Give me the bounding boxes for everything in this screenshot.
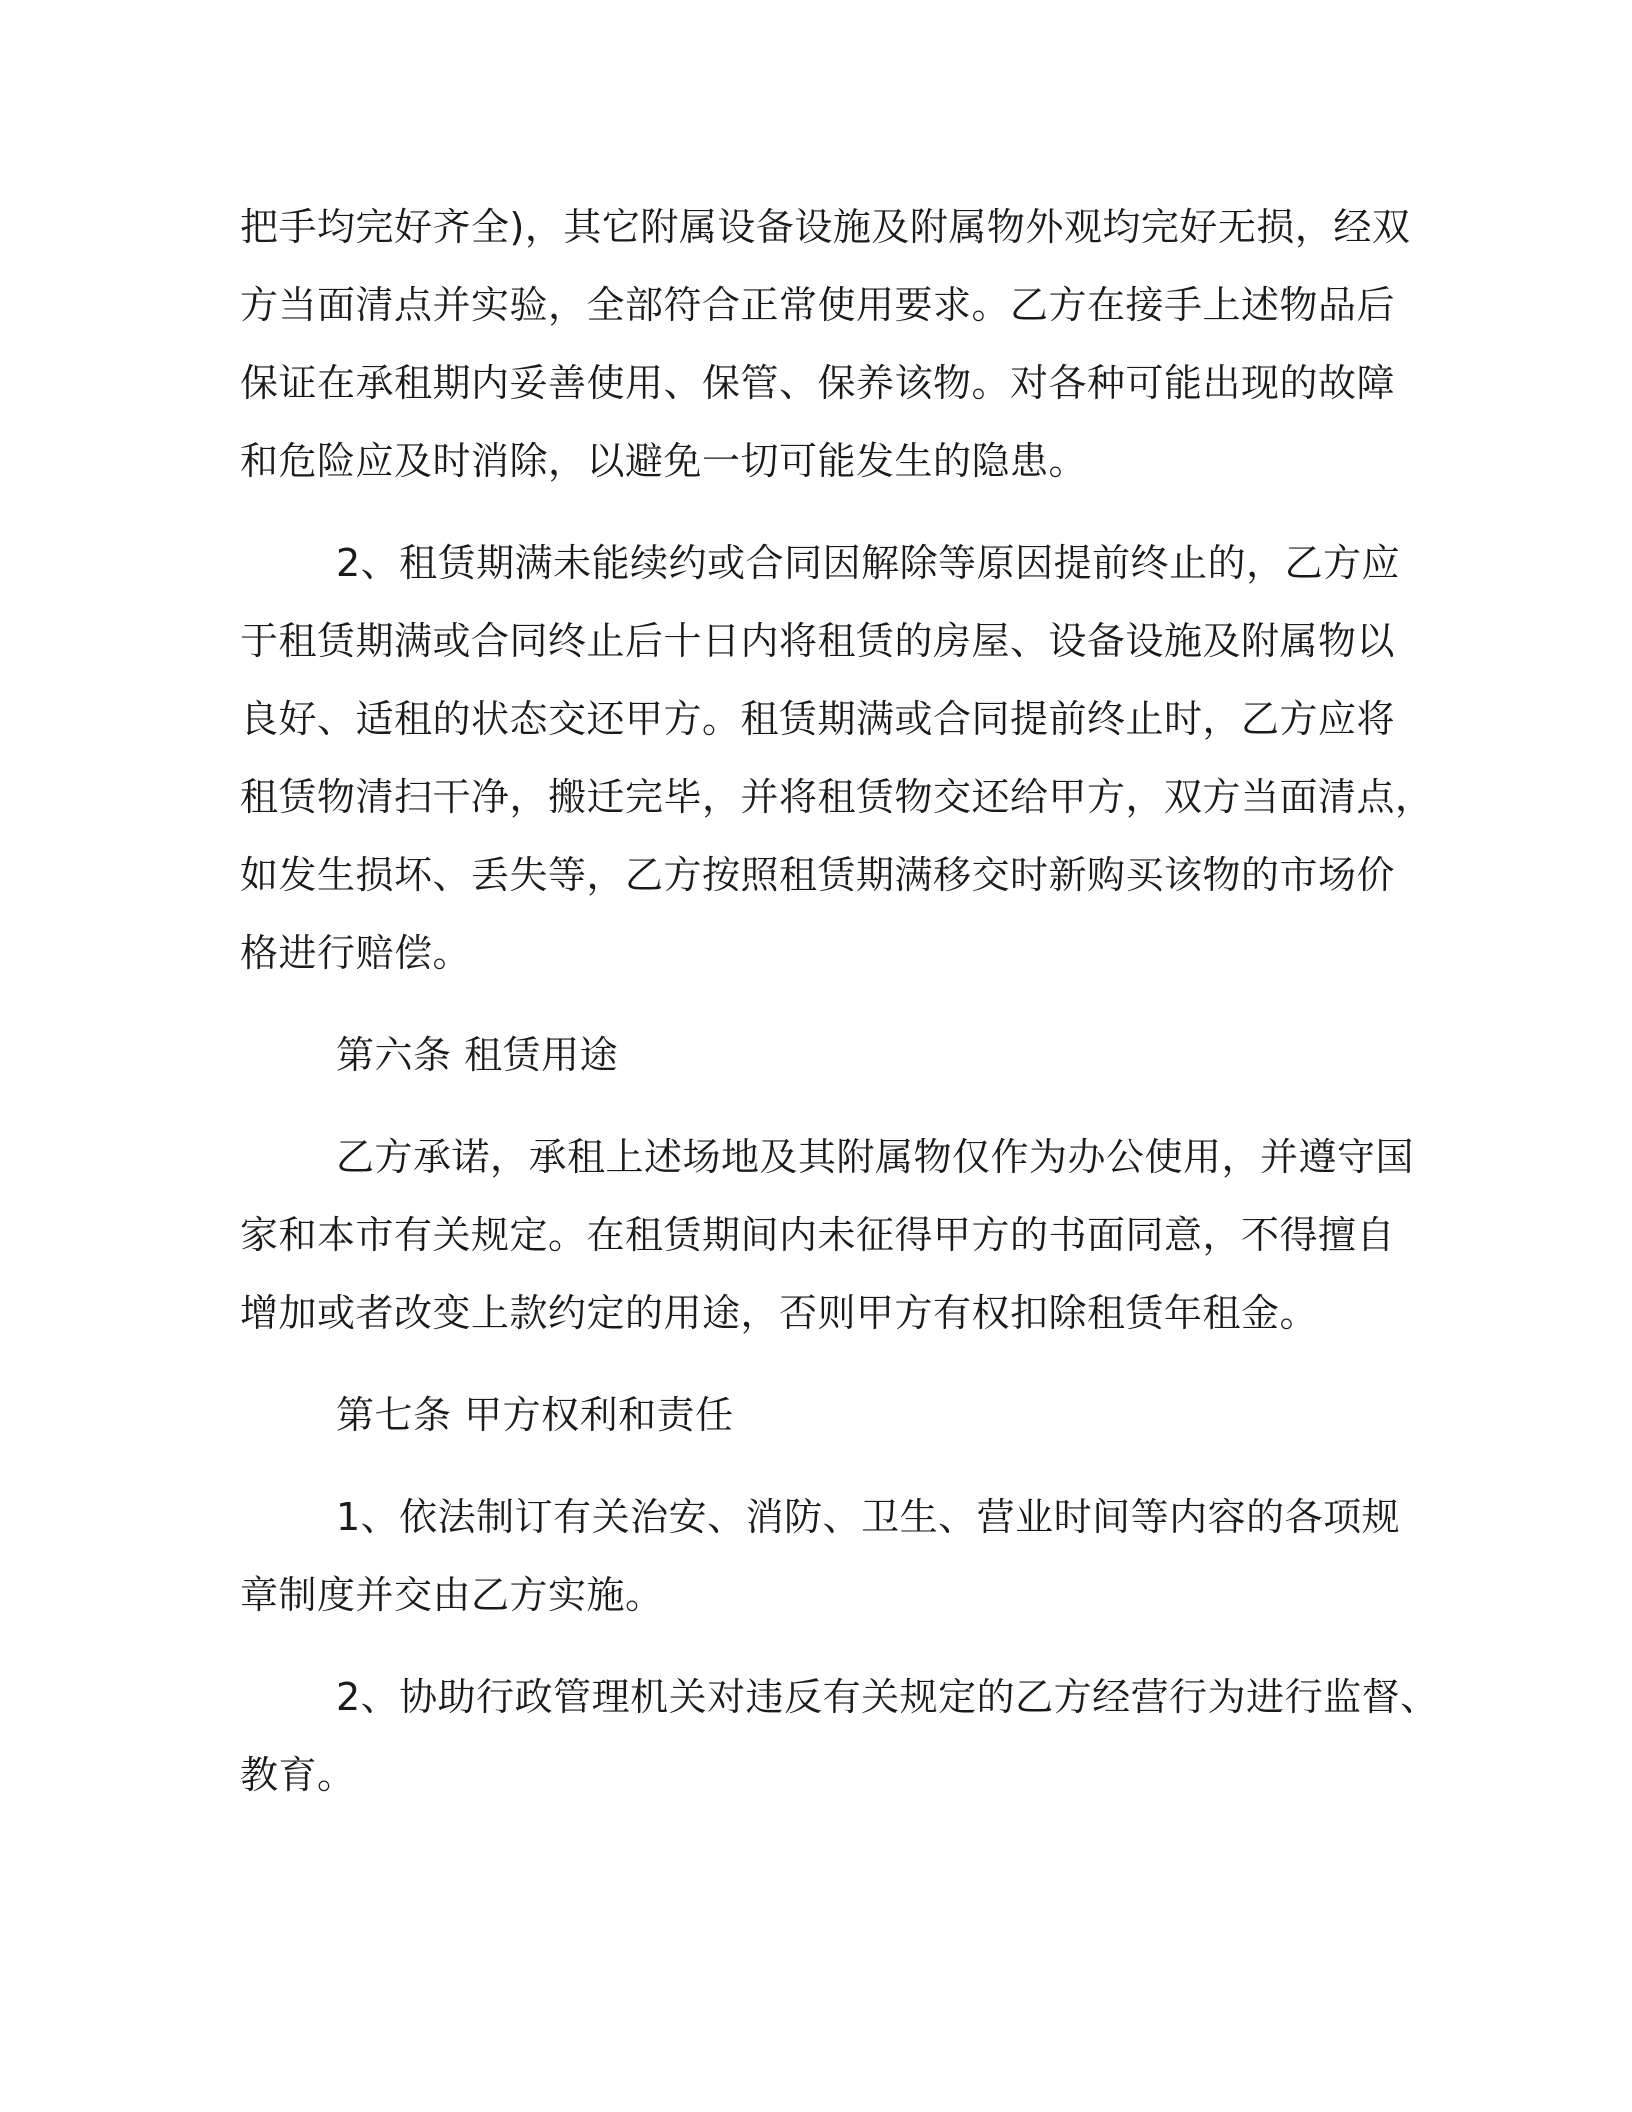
text-line: 家和本市有关规定。在租赁期间内未征得甲方的书面同意，不得擅自 — [240, 1213, 1396, 1257]
paragraph-lease-purpose — [240, 1118, 1415, 1352]
paragraph-furnishing-condition — [240, 188, 1411, 500]
section-title: 第六条 租赁用途 — [336, 1033, 619, 1077]
text-line: 教育。 — [240, 1753, 356, 1797]
paragraph-party-a-supervision — [240, 1658, 1439, 1814]
text-line: 2、租赁期满未能续约或合同因解除等原因提前终止的，乙方应 — [336, 541, 1401, 585]
text-line: 于租赁期满或合同终止后十日内将租赁的房屋、设备设施及附属物以 — [240, 619, 1396, 663]
text-line: 2、协助行政管理机关对违反有关规定的乙方经营行为进行监督、 — [336, 1675, 1439, 1719]
document-page — [240, 188, 1439, 1814]
text-line: 把手均完好齐全)，其它附属设备设施及附属物外观均完好无损，经双 — [240, 205, 1411, 249]
section-heading-article-6 — [240, 1016, 1392, 1094]
text-line: 乙方承诺，承租上述场地及其附属物仅作为办公使用，并遵守国 — [336, 1135, 1415, 1179]
text-line: 租赁物清扫干净，搬迁完毕，并将租赁物交还给甲方，双方当面清点， — [240, 775, 1434, 819]
paragraph-party-a-rule-making — [240, 1478, 1401, 1634]
text-line: 增加或者改变上款约定的用途，否则甲方有权扣除租赁年租金。 — [240, 1291, 1319, 1335]
text-line: 保证在承租期内妥善使用、保管、保养该物。对各种可能出现的故障 — [240, 361, 1396, 405]
section-heading-article-7 — [240, 1376, 1392, 1454]
text-line: 格进行赔偿。 — [240, 931, 472, 975]
paragraph-lease-termination-return — [240, 524, 1434, 992]
text-line: 良好、适租的状态交还甲方。租赁期满或合同提前终止时，乙方应将 — [240, 697, 1396, 741]
text-line: 和危险应及时消除，以避免一切可能发生的隐患。 — [240, 439, 1088, 483]
text-line: 方当面清点并实验，全部符合正常使用要求。乙方在接手上述物品后 — [240, 283, 1396, 327]
text-line: 章制度并交由乙方实施。 — [240, 1573, 664, 1617]
section-title: 第七条 甲方权利和责任 — [336, 1393, 734, 1437]
text-line: 1、依法制订有关治安、消防、卫生、营业时间等内容的各项规 — [336, 1495, 1401, 1539]
text-line: 如发生损坏、丢失等，乙方按照租赁期满移交时新购买该物的市场价 — [240, 853, 1396, 897]
